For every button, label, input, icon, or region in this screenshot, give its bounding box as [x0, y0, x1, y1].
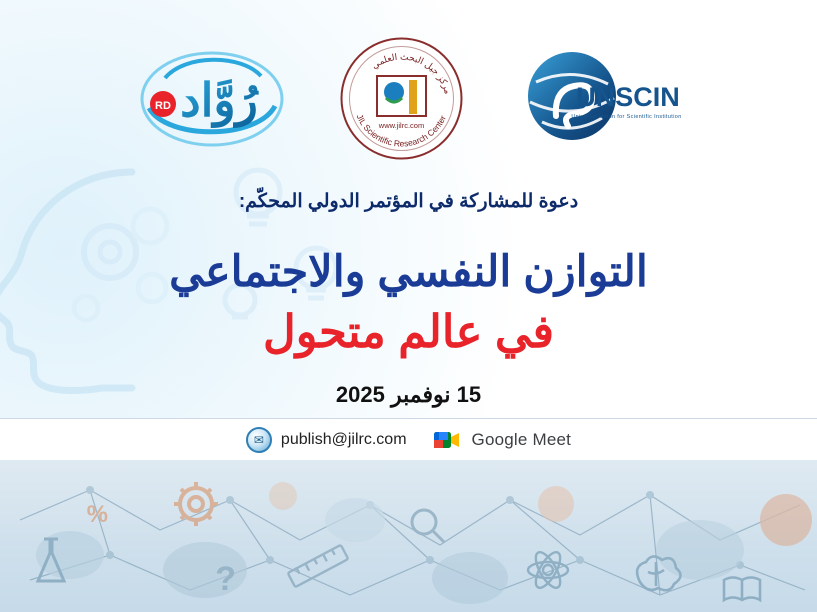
svg-text:%: %	[86, 501, 108, 528]
unscin-logo-text: UNSCIN	[575, 81, 680, 112]
jilrc-logo	[339, 36, 464, 161]
email-contact[interactable]	[246, 427, 407, 453]
conference-title-line-1: التوازن النفسي والاجتماعي	[169, 248, 648, 296]
jilrc-logo-arabic-text: مركز جيل البحث العلمي	[369, 51, 453, 96]
jilrc-logo-english-text: JIL Scientific Research Center	[354, 112, 448, 149]
google-meet-contact[interactable]	[433, 429, 572, 451]
rowad-logo-badge: RD	[154, 99, 171, 112]
google-meet-icon	[433, 429, 463, 451]
logos-row	[0, 36, 817, 161]
jilrc-logo-url: www.jilrc.com	[378, 121, 424, 130]
rowad-logo-text: رُوَّاد	[179, 73, 258, 126]
contact-bar	[0, 418, 817, 461]
google-meet-label: Google Meet	[471, 430, 572, 449]
science-pattern	[0, 460, 817, 612]
invitation-line: دعوة للمشاركة في المؤتمر الدولي المحكّم:	[238, 191, 579, 212]
rowad-logo	[137, 44, 287, 154]
conference-date: 15 نوفمبر 2025	[335, 382, 482, 407]
email-address: publish@jilrc.com	[280, 431, 407, 448]
svg-text:?: ?	[215, 560, 236, 598]
unscin-logo-subtitle: Universal Union for Scientific Institutions	[570, 113, 681, 120]
conference-title-line-2: في عالم متحول	[263, 306, 554, 357]
unscin-logo	[516, 44, 681, 154]
bottom-pattern-band	[0, 460, 817, 612]
email-icon: ✉	[246, 427, 272, 453]
